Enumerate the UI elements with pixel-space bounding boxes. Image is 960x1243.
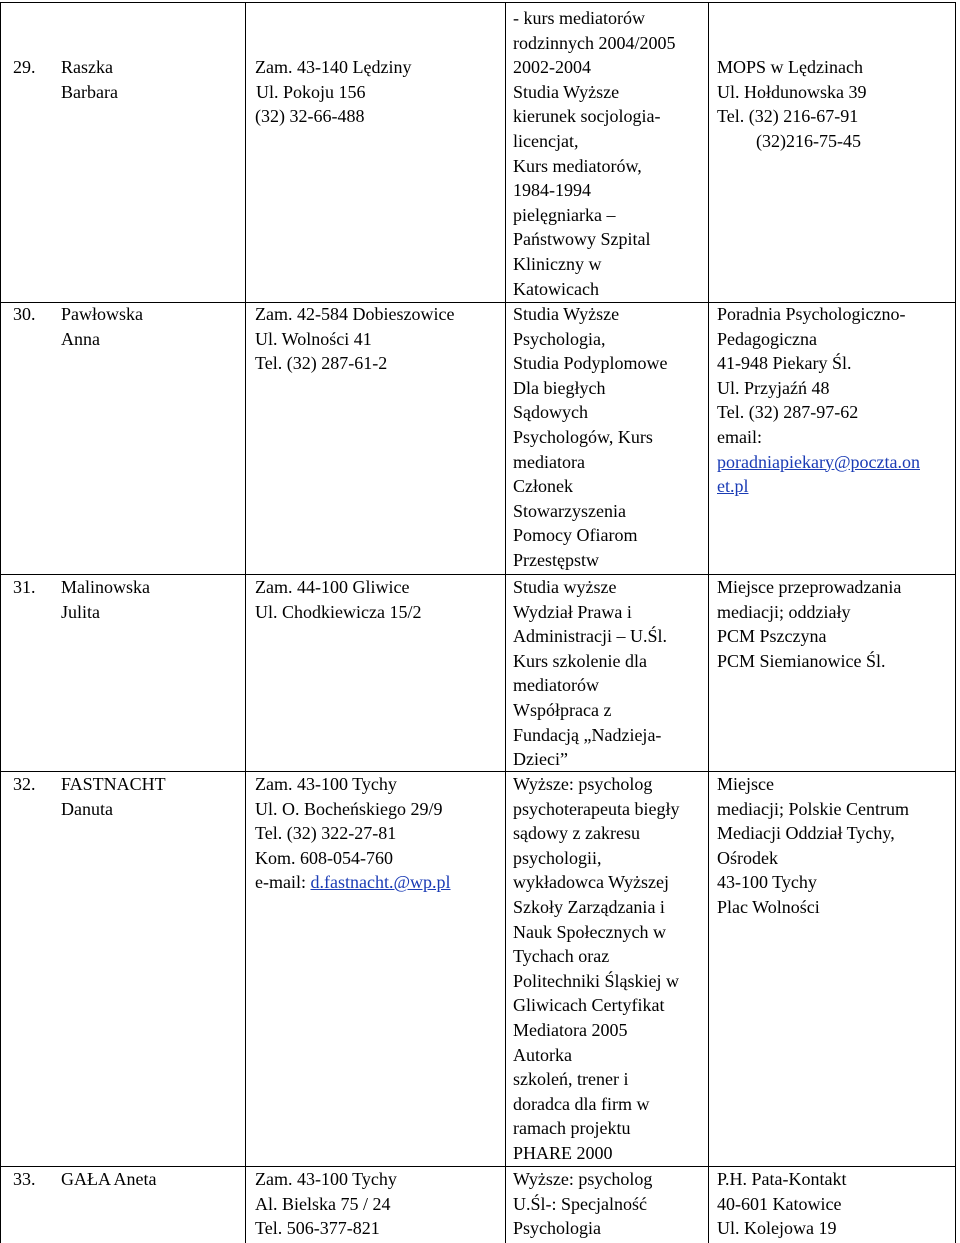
address-cell: [255, 575, 421, 624]
mediator-name: [61, 772, 166, 821]
qualification-line: psychologii,: [513, 847, 602, 868]
qualification-line: PHARE 2000: [513, 1142, 613, 1163]
qualification-line: Nauk Społecznych w: [513, 921, 666, 942]
qualification-line: Studia Wyższe: [513, 81, 620, 102]
row-number: 29.: [13, 57, 36, 77]
qualification-line: psychoterapeuta biegły: [513, 798, 680, 819]
address-line: Zam. 43-100 Tychy: [255, 774, 397, 794]
qualification-line: Kurs szkolenie dla: [513, 650, 647, 671]
email-label: e-mail:: [255, 872, 311, 893]
place-line: Pedagogiczna: [717, 328, 817, 349]
qualification-line: Administracji – U.Śl.: [513, 626, 667, 647]
qualification-line: Stowarzyszenia: [513, 500, 626, 521]
place-line: Plac Wolności: [717, 896, 820, 917]
mediation-place-cell: [717, 55, 867, 153]
qualification-line: Państwowy Szpital: [513, 229, 651, 250]
name-line: Anna: [61, 328, 100, 349]
address-line: Tel. (32) 322-27-81: [255, 823, 397, 844]
place-line: Miejsce przeprowadzania: [717, 577, 902, 597]
place-line: MOPS w Lędzinach: [717, 57, 863, 77]
qualification-line: sądowy z zakresu: [513, 823, 640, 844]
address-line: Al. Bielska 75 / 24: [255, 1193, 391, 1214]
qualification-line: Gliwicach Certyfikat: [513, 995, 665, 1016]
address-cell: [255, 55, 411, 129]
qualification-line: Kliniczny w: [513, 253, 602, 274]
address-line: Zam. 44-100 Gliwice: [255, 577, 410, 597]
name-line: Raszka: [61, 57, 113, 77]
qualification-line: mediatorów: [513, 675, 599, 696]
column-divider: [245, 2, 246, 1243]
address-line: Kom. 608-054-760: [255, 847, 393, 868]
qualification-line: wykładowca Wyższej: [513, 872, 670, 893]
row-number: 31.: [13, 577, 36, 597]
row-number: 30.: [13, 304, 36, 324]
place-line: Ul. Hołdunowska 39: [717, 81, 867, 102]
qualification-line: Studia wyższe: [513, 577, 617, 597]
address-cell: [255, 1167, 397, 1241]
place-line: PCM Siemianowice Śl.: [717, 650, 886, 671]
email-link[interactable]: poradniapiekary@poczta.on: [717, 451, 920, 472]
place-line: Ul. Przyjaźń 48: [717, 377, 830, 398]
place-line: 40-601 Katowice: [717, 1193, 842, 1214]
qualifications-cell: [513, 6, 675, 301]
qualifications-cell: [513, 1167, 652, 1241]
place-line: Tel. (32) 216-67-91: [717, 106, 859, 127]
place-line: Miejsce: [717, 774, 774, 794]
address-line: (32) 32-66-488: [255, 106, 365, 127]
email-link[interactable]: d.fastnacht.@wp.pl: [310, 872, 451, 893]
qualification-line: 1984-1994: [513, 180, 591, 201]
qualification-line: rodzinnych 2004/2005: [513, 32, 676, 53]
qualification-line: Kurs mediatorów,: [513, 155, 642, 176]
address-line: Zam. 43-100 Tychy: [255, 1169, 397, 1189]
mediation-place-cell: [717, 772, 909, 920]
address-cell: [255, 772, 451, 895]
mediator-name: [61, 1167, 156, 1192]
qualification-line: ramach projektu: [513, 1118, 631, 1139]
place-line: Poradnia Psychologiczno-: [717, 304, 906, 324]
mediator-name: [61, 575, 150, 624]
qualification-line: Szkoły Zarządzania i: [513, 896, 665, 917]
mediation-place-cell: [717, 1167, 847, 1241]
address-cell: [255, 302, 454, 376]
qualification-line: Przestępstw: [513, 549, 599, 570]
qualification-line: - kurs mediatorów: [513, 8, 645, 28]
qualification-line: mediatora: [513, 451, 585, 472]
address-line: Ul. Pokoju 156: [256, 81, 366, 102]
mediation-place-cell: [717, 302, 920, 499]
mediation-place-cell: [717, 575, 901, 673]
qualification-line: szkoleń, trener i: [513, 1069, 629, 1090]
qualification-line: Psychologów, Kurs: [513, 426, 653, 447]
mediator-name: [61, 302, 143, 351]
address-line: Ul. O. Bocheńskiego 29/9: [255, 798, 443, 819]
email-link-line[interactable]: [717, 474, 920, 499]
qualification-line: Wyższe: psycholog: [513, 1169, 653, 1189]
qualification-line: Studia Wyższe: [513, 304, 620, 324]
place-line: Mediacji Oddział Tychy,: [717, 823, 895, 844]
qualification-line: doradca dla firm w: [513, 1093, 650, 1114]
table-border-right: [955, 2, 956, 1243]
place-line: P.H. Pata-Kontakt: [717, 1169, 847, 1189]
qualification-line: Psychologia: [513, 1218, 601, 1239]
qualification-line: Sądowych: [513, 402, 588, 423]
qualification-line: Członek: [513, 476, 573, 497]
email-link-line[interactable]: [717, 450, 920, 475]
qualification-line: licencjat,: [513, 130, 579, 151]
table-border-top: [0, 2, 956, 3]
place-line: (32)216-75-45: [756, 130, 861, 151]
column-divider: [505, 2, 506, 1243]
qualification-line: Studia Podyplomowe: [513, 353, 668, 374]
row-number: 33.: [13, 1169, 36, 1189]
name-line: FASTNACHT: [61, 774, 166, 794]
name-line: GAŁA Aneta: [61, 1169, 157, 1189]
place-line: PCM Pszczyna: [717, 626, 827, 647]
qualification-line: Fundacją „Nadzieja-: [513, 724, 662, 745]
address-line: Tel. 506-377-821: [255, 1218, 380, 1239]
qualification-line: Wydział Prawa i: [513, 601, 632, 622]
name-line: Pawłowska: [61, 304, 143, 324]
table-border-left: [0, 2, 1, 1243]
place-line: 43-100 Tychy: [717, 872, 817, 893]
qualification-line: U.Śl-: Specjalność: [513, 1193, 647, 1214]
place-line: mediacji; Polskie Centrum: [717, 798, 909, 819]
qualification-line: Mediatora 2005: [513, 1019, 628, 1040]
qualification-line: Autorka: [513, 1044, 572, 1065]
mediator-name: [61, 55, 118, 104]
qualification-line: Dla biegłych: [513, 377, 606, 398]
qualification-line: pielęgniarka –: [513, 204, 616, 225]
email-line: [255, 870, 451, 895]
column-divider: [708, 2, 709, 1243]
place-line: Tel. (32) 287-97-62: [717, 402, 859, 423]
place-line: Ośrodek: [717, 847, 778, 868]
address-line: Ul. Chodkiewicza 15/2: [255, 601, 422, 622]
qualifications-cell: [513, 302, 668, 573]
qualification-line: 2002-2004: [513, 57, 591, 78]
place-line: Ul. Kolejowa 19: [717, 1218, 837, 1239]
row-number: 32.: [13, 774, 36, 794]
place-line: mediacji; oddziały: [717, 601, 851, 622]
address-line: Tel. (32) 287-61-2: [255, 353, 388, 374]
qualification-line: Tychach oraz: [513, 946, 610, 967]
address-line: Zam. 43-140 Lędziny: [255, 57, 412, 77]
place-line: email:: [717, 426, 762, 447]
name-line: Malinowska: [61, 577, 150, 597]
qualification-line: Współpraca z: [513, 699, 612, 720]
qualification-line: Psychologia,: [513, 328, 606, 349]
qualification-line: Katowicach: [513, 278, 599, 299]
name-line: Danuta: [61, 798, 113, 819]
name-line: Barbara: [61, 81, 118, 102]
address-line: Ul. Wolności 41: [255, 328, 372, 349]
qualification-line: Dzieci”: [513, 749, 568, 770]
place-line: 41-948 Piekary Śl.: [717, 353, 852, 374]
qualifications-cell: [513, 575, 667, 772]
email-link[interactable]: et.pl: [717, 476, 749, 497]
address-line: Zam. 42-584 Dobieszowice: [255, 304, 455, 324]
qualification-line: Pomocy Ofiarom: [513, 525, 638, 546]
name-line: Julita: [61, 601, 100, 622]
qualifications-cell: [513, 772, 679, 1166]
qualification-line: Wyższe: psycholog: [513, 774, 653, 794]
qualification-line: kierunek socjologia-: [513, 106, 661, 127]
qualification-line: Politechniki Śląskiej w: [513, 970, 679, 991]
